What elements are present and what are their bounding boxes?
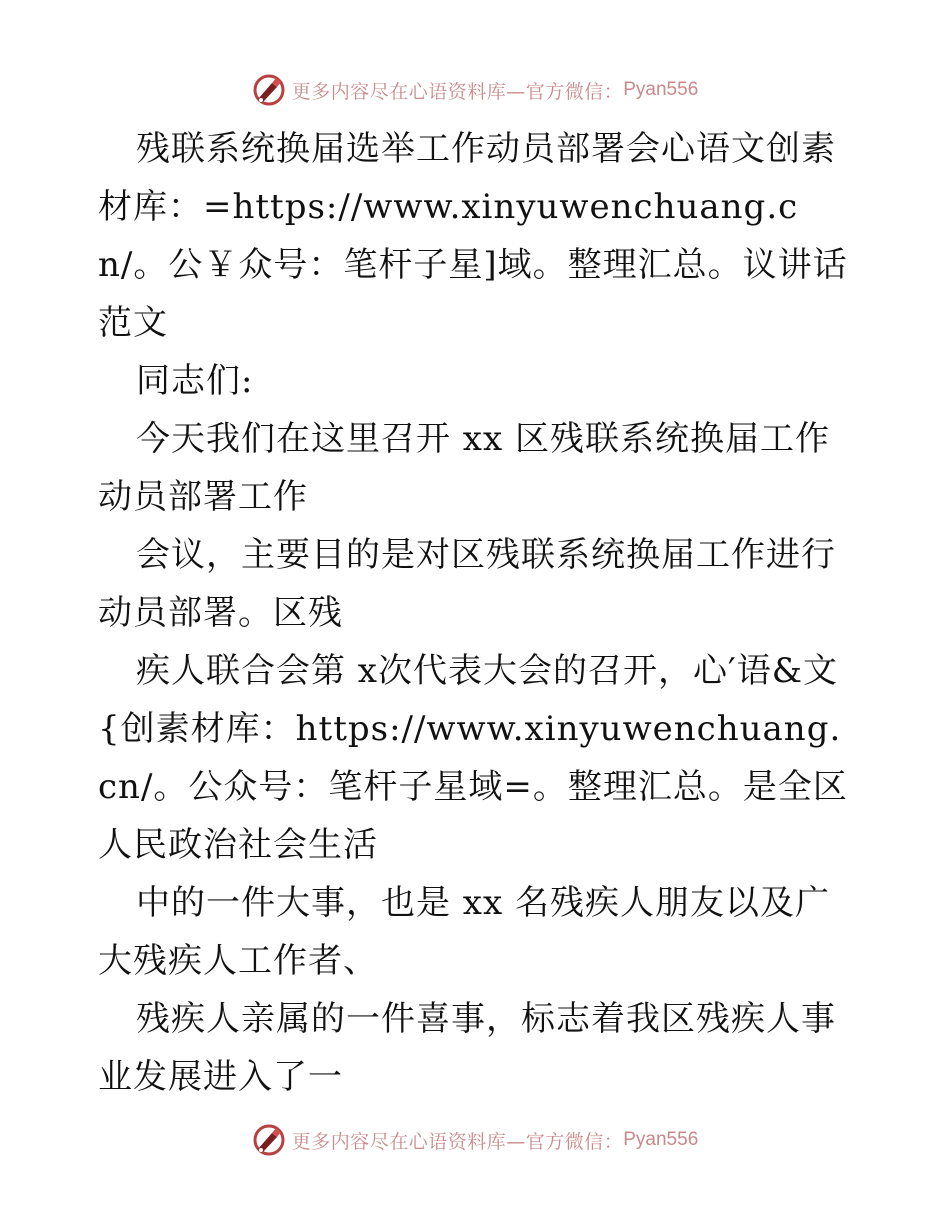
paragraph-salutation: 同志们: [136,361,254,401]
header-banner [0,70,950,110]
footer-slogan: 更多内容尽在心语资料库—官方微信： [291,1130,624,1153]
paragraph-4: 会议，主要目的是对区残联系统换届工作进行动员部署。区残 [98,535,836,633]
document-body [98,120,858,1106]
header-slogan: 更多内容尽在心语资料库—官方微信： [291,80,624,103]
footer-banner [0,1120,950,1160]
pen-logo-icon [252,1123,286,1157]
paragraph-5: 疾人联合会第 x次代表大会的召开，心′语&文{创素材库：https://www.xinyuwenchuang.cn/。公众号：笔杆子星域=。整理汇总。是全区人民政治社会生活 [98,651,848,865]
paragraph-3: 今天我们在这里召开 xx 区残联系统换届工作动员部署工作 [98,419,830,517]
paragraph-6: 中的一件大事，也是 xx 名残疾人朋友以及广大残疾人工作者、 [98,883,830,981]
header-wechat-handle: Pyan556 [623,79,699,100]
paragraph-7: 残疾人亲属的一件喜事，标志着我区残疾人事业发展进入了一 [98,999,836,1097]
pen-logo-icon [252,73,286,107]
paragraph-title: 残联系统换届选举工作动员部署会心语文创素材库：=https://www.xinyuwenchuang.cn/。公￥众号：笔杆子星]域。整理汇总。议讲话范文 [98,129,848,343]
footer-wechat-handle: Pyan556 [623,1129,699,1150]
